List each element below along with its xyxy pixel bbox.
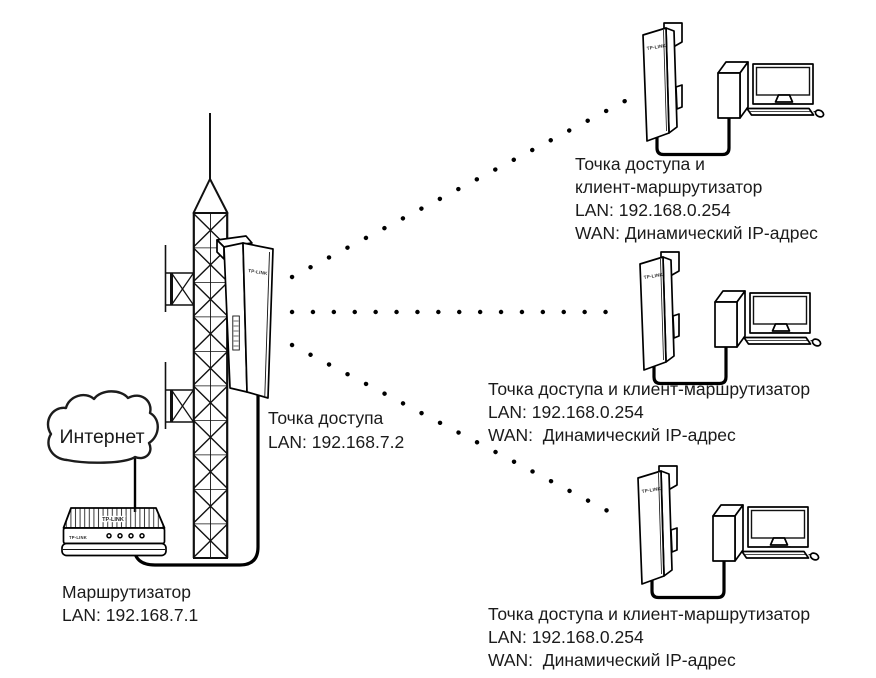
client-cpe: [640, 252, 679, 370]
client-computer: [715, 291, 822, 347]
led-indicator: [118, 534, 122, 538]
tp-link-logo: TP-LINK: [69, 534, 87, 540]
client-label-line: WAN: Динамический IP-адрес: [488, 425, 736, 445]
central-cpe-front-face: [243, 243, 273, 398]
led-indicator: [140, 534, 144, 538]
client-label-line: Точка доступа и клиент-маршрутизатор: [488, 604, 811, 624]
led-indicator: [107, 534, 111, 538]
client-cpe: [638, 466, 677, 584]
client-label-line: Точка доступа и клиент-маршрутизатор: [488, 379, 811, 399]
client-computer: [718, 62, 825, 118]
client-label-line: Точка доступа и: [575, 154, 705, 174]
internet-label: Интернет: [59, 426, 145, 448]
client-label-line: LAN: 192.168.0.254: [488, 402, 644, 422]
tp-link-logo: TP-LINK: [247, 268, 268, 277]
central-ap-lan-label: LAN: 192.168.7.2: [268, 432, 405, 452]
client-label-line: клиент-маршрутизатор: [575, 177, 763, 197]
tp-link-logo: TP-LINK: [102, 517, 124, 523]
router-name-label: Маршрутизатор: [62, 582, 192, 602]
central-ap-name-label: Точка доступа: [268, 408, 384, 428]
router-lan-label: LAN: 192.168.7.1: [62, 605, 199, 625]
client-cpe: [643, 23, 682, 141]
router-device: [62, 508, 166, 556]
client-label-line: LAN: 192.168.0.254: [575, 200, 731, 220]
client-label-line: WAN: Динамический IP-адрес: [575, 223, 818, 243]
client-computer: [713, 505, 820, 561]
client-label-line: LAN: 192.168.0.254: [488, 627, 644, 647]
client-label-line: WAN: Динамический IP-адрес: [488, 650, 736, 670]
led-indicator: [129, 534, 133, 538]
